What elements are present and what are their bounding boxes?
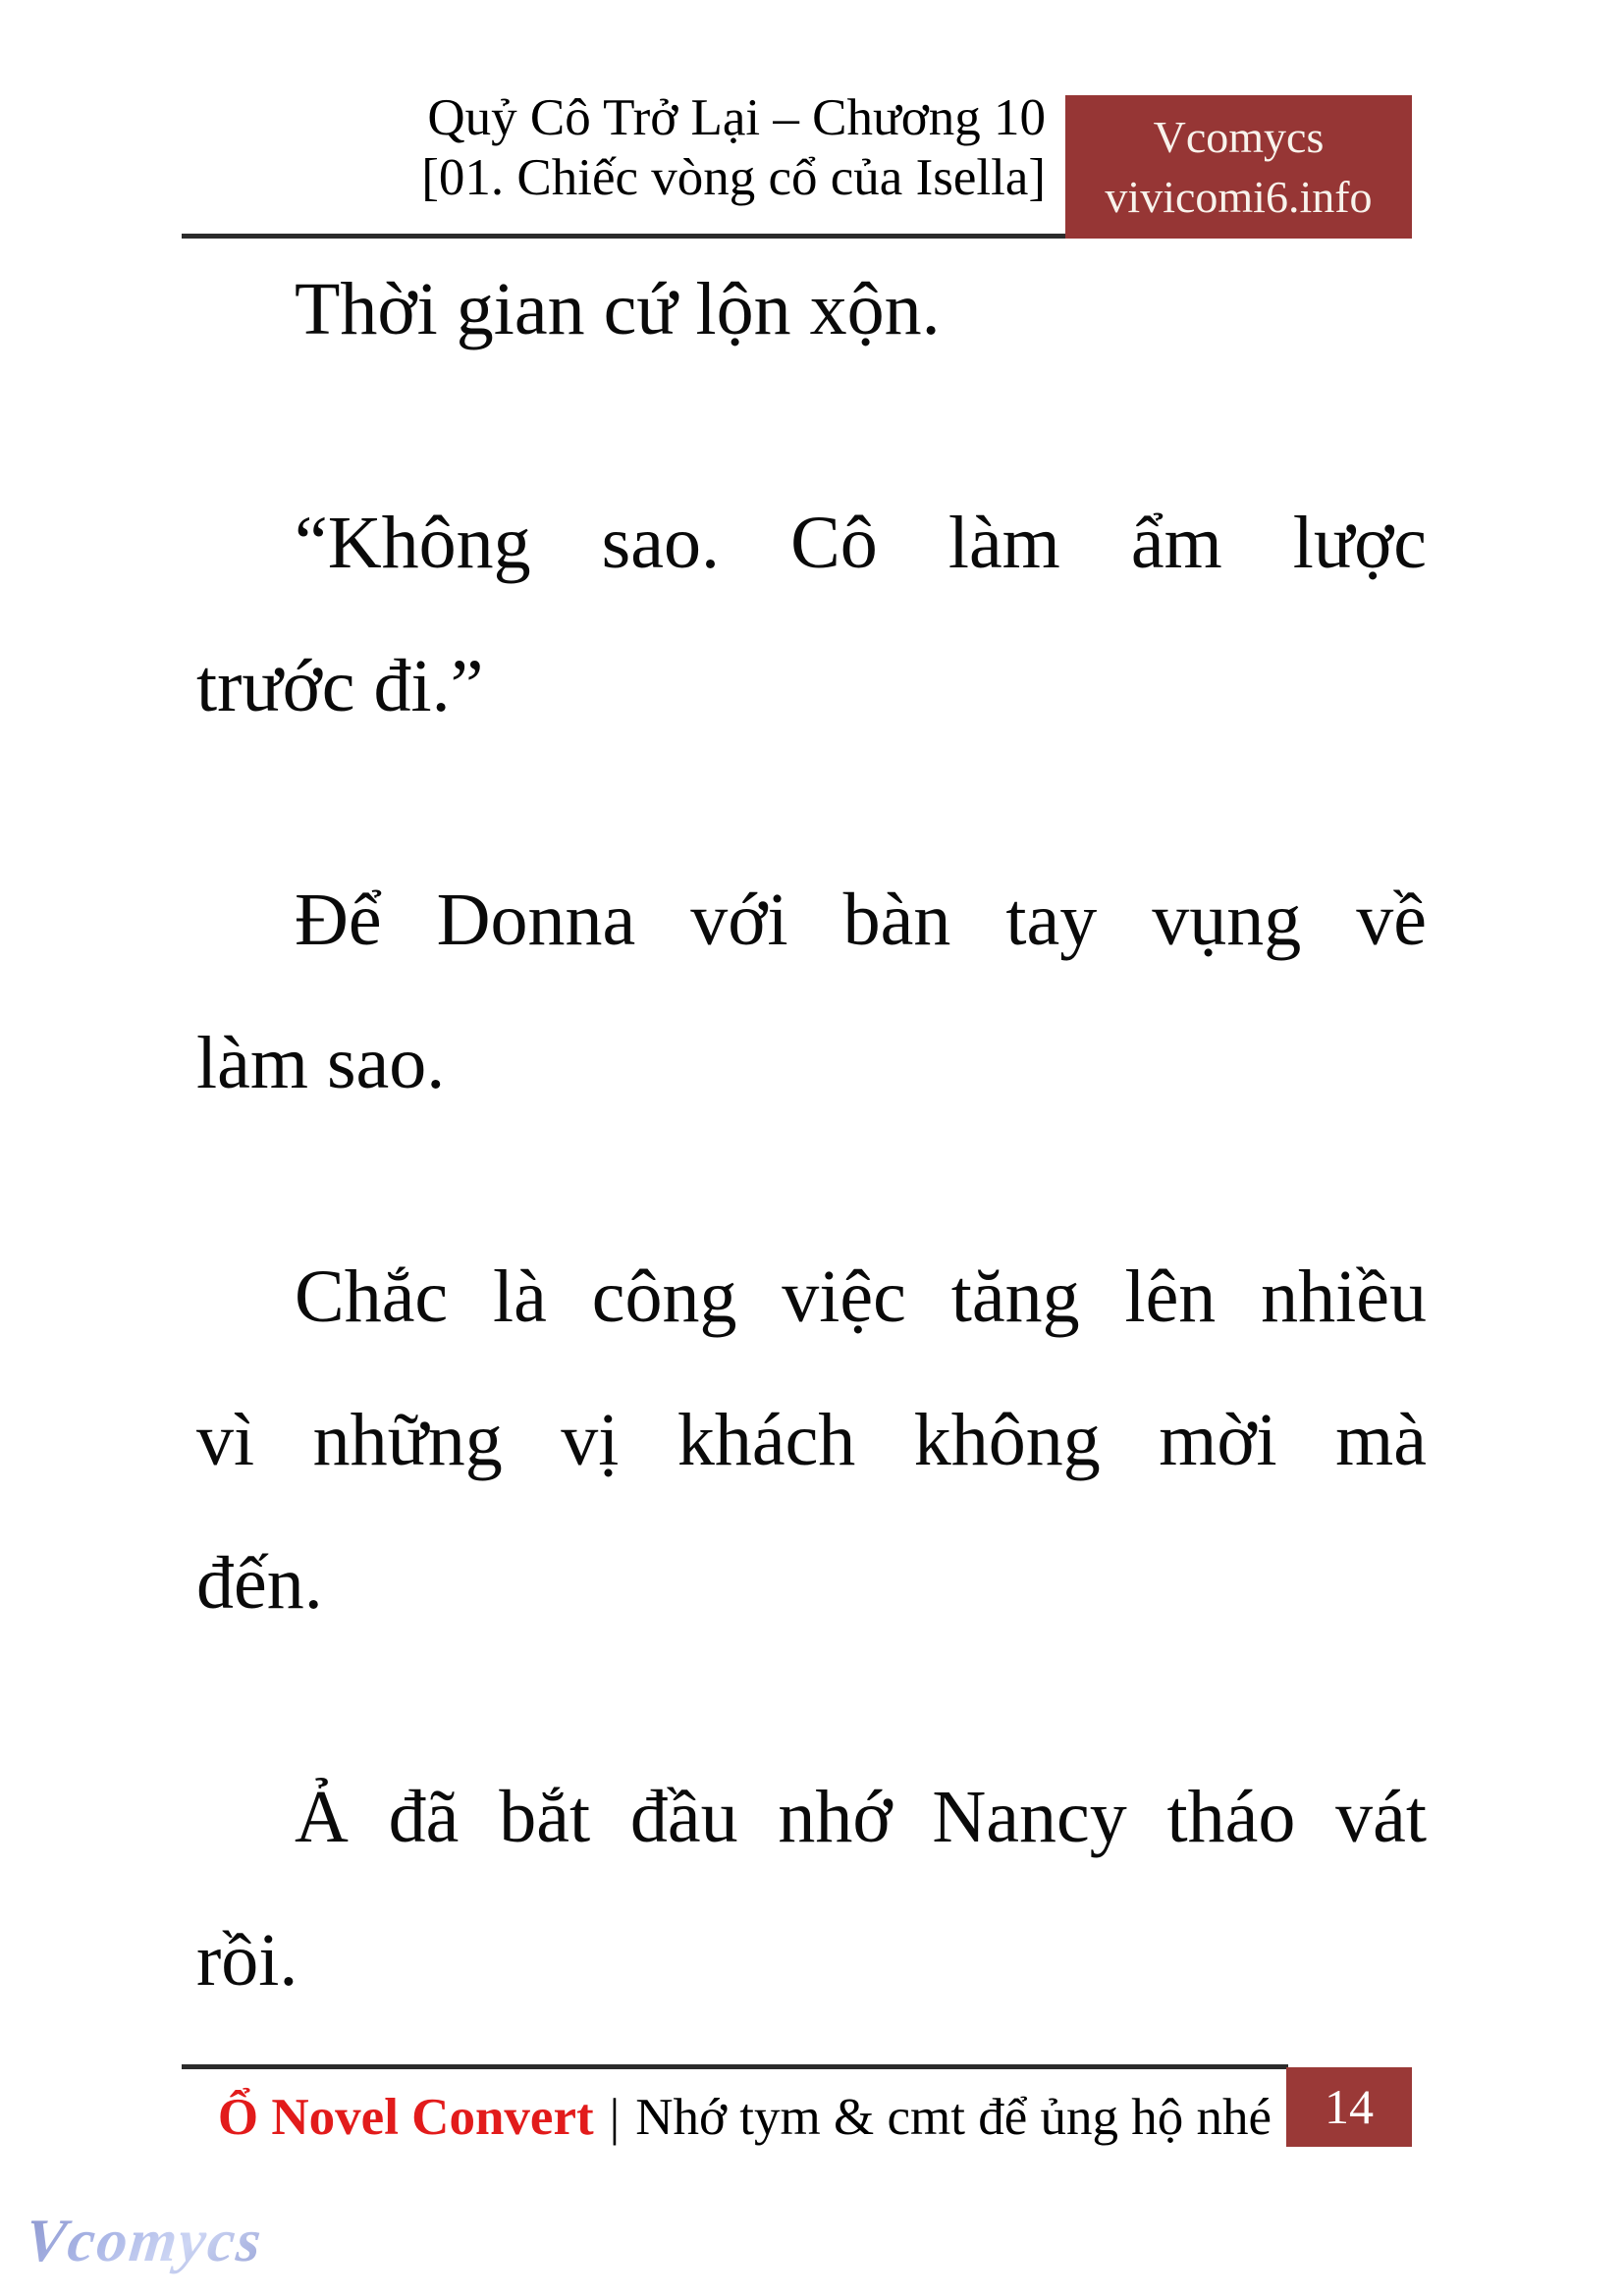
site-badge [1065, 95, 1412, 239]
text-line: Chắc là công việc tăng lên nhiều [295, 1255, 1427, 1338]
vcomycs-watermark-logo: Vcomycs [22, 2208, 266, 2274]
text-line: đến. [196, 1542, 323, 1625]
paragraph [196, 1745, 1427, 2032]
footer-text [218, 2082, 1272, 2153]
text-line: Thời gian cứ lộn xộn. [295, 268, 941, 350]
text-line: Để Donna với bàn tay vụng về [295, 879, 1427, 961]
footer-separator: | [609, 2089, 621, 2146]
site-badge-name: Vcomycs [1153, 112, 1325, 162]
footer-note: Nhớ tym & cmt để ủng hộ nhé [635, 2089, 1272, 2146]
page-number: 14 [1325, 2079, 1374, 2134]
text-line: làm sao. [196, 1022, 446, 1104]
text-line: “Không sao. Cô làm ẩm lược [295, 502, 1427, 584]
paragraph [196, 848, 1427, 1135]
footer-divider [182, 2064, 1288, 2069]
text-line: vì những vị khách không mời mà [196, 1399, 1427, 1481]
text-line: rồi. [196, 1919, 298, 2002]
header-title-line1: Quỷ Cô Trở Lại – Chương 10 [427, 89, 1046, 146]
site-badge-url: vivicomi6.info [1105, 172, 1373, 222]
paragraph [196, 238, 1427, 381]
paragraph [196, 471, 1427, 758]
header-title-line2: [01. Chiếc vòng cổ của Isella] [421, 149, 1046, 206]
page-number-badge [1286, 2067, 1412, 2147]
footer-brand: Ổ Novel Convert [217, 2089, 594, 2146]
body-text [196, 238, 1427, 2032]
text-line: Ả đã bắt đầu nhớ Nancy tháo vát [295, 1776, 1427, 1858]
text-line: trước đi.” [196, 645, 484, 727]
header-title [421, 88, 1046, 208]
paragraph [196, 1225, 1427, 1655]
